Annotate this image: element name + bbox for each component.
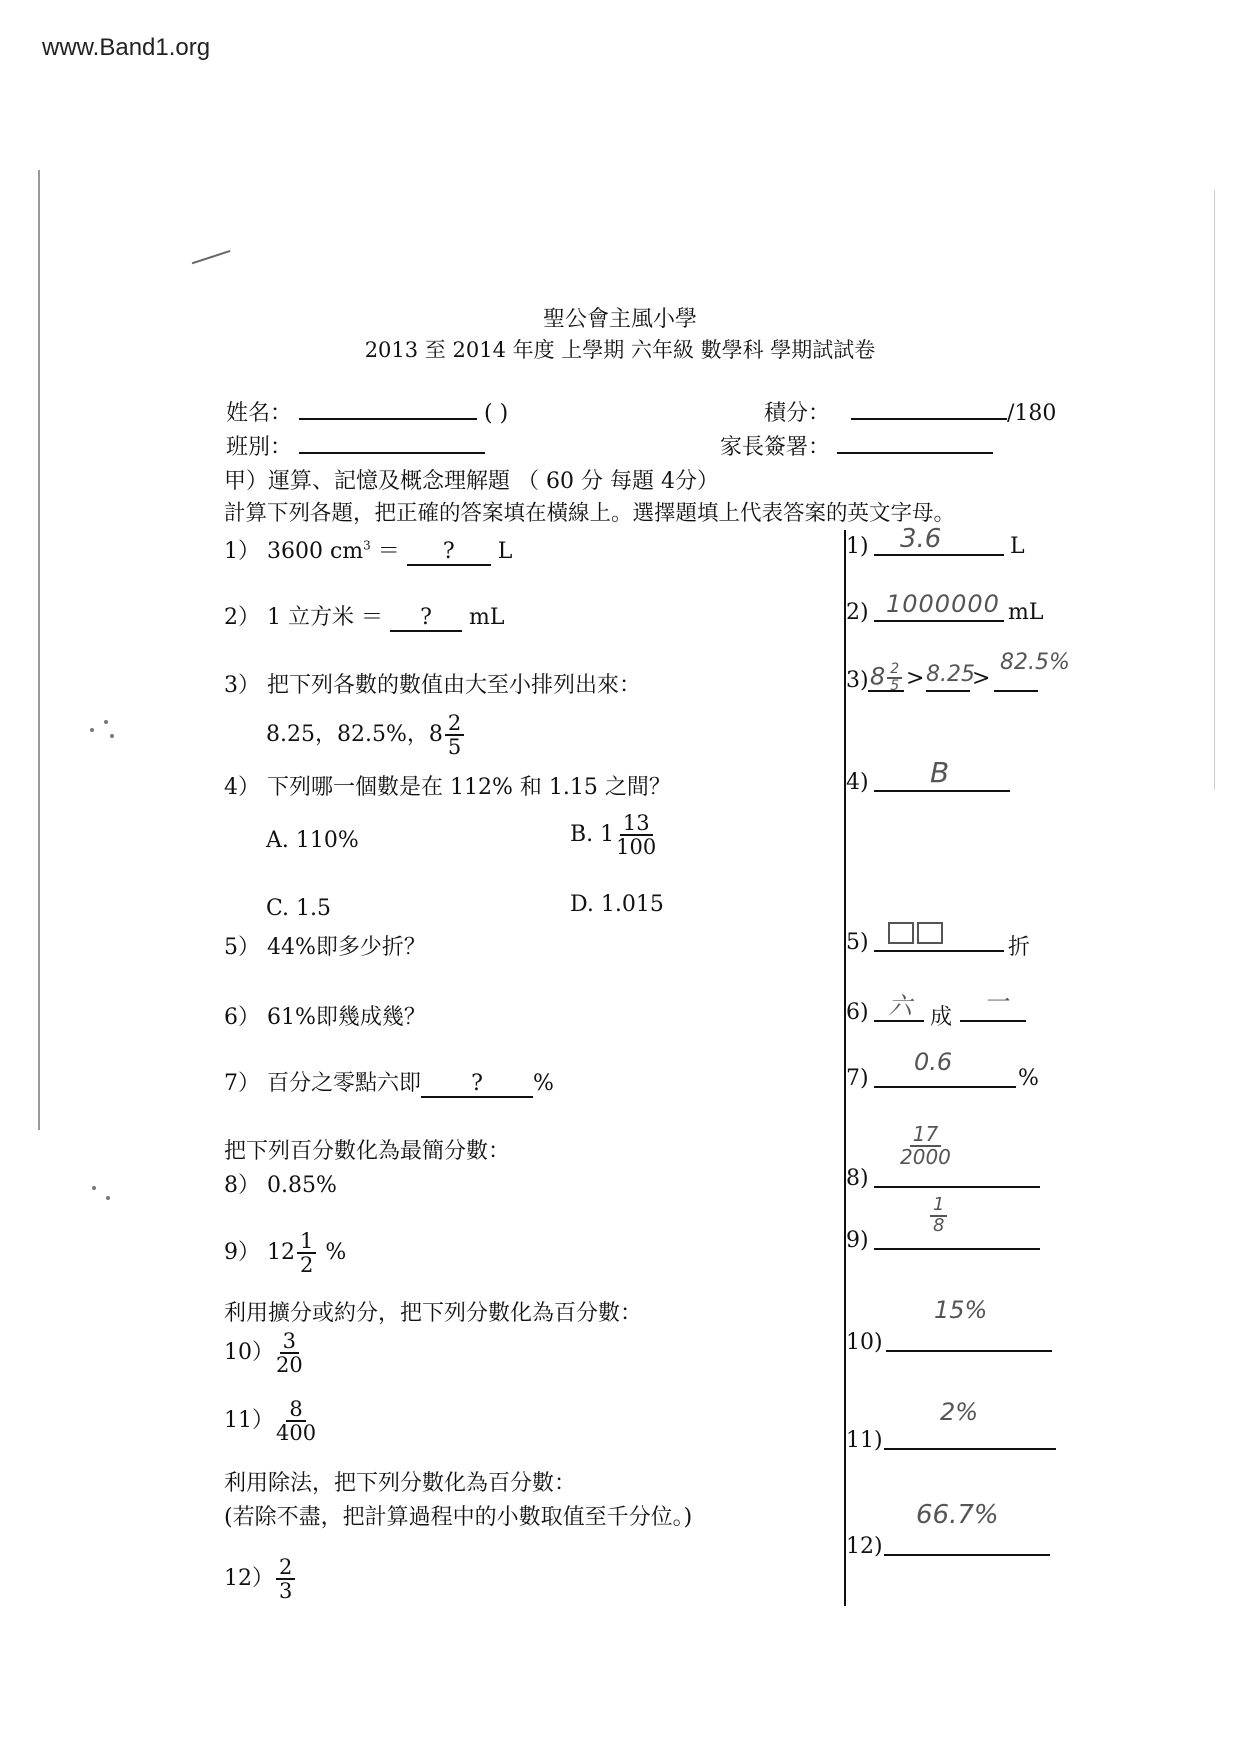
name-label: 姓名： bbox=[226, 401, 293, 426]
question-9: 9） 12 $\frac{1}{2}$ % bbox=[224, 1229, 347, 1278]
subsection-division-note: (若除不盡，把計算過程中的小數取值至千分位。) bbox=[224, 1505, 693, 1530]
score-blank[interactable] bbox=[851, 398, 1007, 420]
answer-9-line[interactable] bbox=[874, 1248, 1040, 1250]
parent-signature-field bbox=[720, 430, 993, 461]
answer-2-label: 2) bbox=[846, 600, 869, 625]
question-8: 8） 0.85% bbox=[224, 1173, 337, 1198]
subsection-expand-reduce: 利用擴分或約分，把下列分數化為百分數： bbox=[224, 1301, 643, 1326]
answer-9-label: 9) bbox=[846, 1228, 869, 1253]
option-d: D. 1.015 bbox=[570, 892, 664, 917]
fraction: $\frac{13}{100}$ bbox=[616, 811, 657, 860]
question-10: 10） $\frac{3}{20}$ bbox=[224, 1329, 303, 1378]
q1-blank: ? bbox=[407, 539, 491, 566]
answer-11-line[interactable] bbox=[884, 1448, 1056, 1450]
answer-11-handwriting: 2% bbox=[940, 1398, 979, 1426]
answer-8-line[interactable] bbox=[874, 1186, 1040, 1188]
section-heading: 甲）運算、記憶及概念理解題 （ 60 分 每題 4分） bbox=[224, 469, 719, 494]
answer-10-line[interactable] bbox=[886, 1350, 1052, 1352]
answer-3-line-1[interactable] bbox=[868, 690, 904, 692]
answer-3-third: 82.5% bbox=[1000, 650, 1070, 675]
question-4: 4） 下列哪一個數是在 112% 和 1.15 之間？ bbox=[224, 775, 671, 800]
answer-7-label: 7) bbox=[846, 1066, 869, 1091]
scan-mark bbox=[192, 250, 233, 270]
answer-1-handwriting: 3.6 bbox=[900, 524, 942, 554]
answer-4-line[interactable] bbox=[874, 790, 1010, 792]
answer-7-handwriting: 0.6 bbox=[914, 1048, 953, 1076]
answer-2-handwriting: 1000000 bbox=[886, 590, 1000, 618]
answer-5-handwriting bbox=[888, 922, 946, 944]
parent-label: 家長簽署： bbox=[720, 435, 831, 460]
right-scan-edge bbox=[1214, 190, 1215, 790]
question-6: 6） 61%即幾成幾？ bbox=[224, 1005, 426, 1030]
scan-dot bbox=[92, 1186, 96, 1190]
question-11: 11） $\frac{8}{400}$ bbox=[224, 1397, 317, 1446]
question-7: 7） 百分之零點六即 ? % bbox=[224, 1071, 554, 1096]
question-5: 5） 44%即多少折？ bbox=[224, 935, 426, 960]
answer-9-handwriting: $\frac{1}{8}$ bbox=[928, 1196, 949, 1236]
question-3: 3） 把下列各數的數值由大至小排列出來： bbox=[224, 673, 641, 698]
fraction: $\frac{2}{5}$ bbox=[445, 712, 464, 758]
question-12: 12） $\frac{2}{3}$ bbox=[224, 1556, 297, 1602]
answer-12-label: 12) bbox=[846, 1534, 883, 1559]
answer-4-label: 4) bbox=[846, 770, 869, 795]
site-url[interactable]: www.Band1.org bbox=[42, 34, 211, 61]
answer-6-handwriting-2: 一 bbox=[984, 988, 1008, 1016]
answer-6-mid: 成 bbox=[930, 1005, 953, 1030]
answer-3-line-3[interactable] bbox=[994, 690, 1038, 692]
name-blank[interactable] bbox=[299, 398, 477, 420]
exam-title: 2013 至 2014 年度 上學期 六年級 數學科 學期試試卷 bbox=[364, 338, 876, 362]
answer-5-line[interactable] bbox=[874, 950, 1004, 952]
score-label: 積分： bbox=[764, 401, 831, 426]
fraction: $\frac{3}{20}$ bbox=[276, 1329, 303, 1378]
question-3-list: 8.25，82.5%，8 $\frac{2}{5}$ bbox=[266, 712, 466, 758]
fraction: $\frac{1}{2}$ bbox=[297, 1230, 316, 1276]
answer-1-label: 1) bbox=[846, 534, 869, 559]
answer-3-gt-2: > bbox=[972, 666, 991, 691]
answer-12-line[interactable] bbox=[884, 1554, 1050, 1556]
answer-5-unit: 折 bbox=[1008, 935, 1031, 960]
subsection-simplest-fraction: 把下列百分數化為最簡分數： bbox=[224, 1139, 511, 1164]
scan-dot bbox=[110, 734, 114, 738]
scan-dot bbox=[104, 720, 108, 724]
answer-12-handwriting: 66.7% bbox=[916, 1500, 999, 1530]
answer-3-second: 8.25 bbox=[926, 662, 975, 687]
answer-1-unit: L bbox=[1010, 534, 1025, 559]
option-b: B. 1 $\frac{13}{100}$ bbox=[570, 811, 657, 860]
parent-blank[interactable] bbox=[837, 432, 993, 454]
fraction: $\frac{8}{400}$ bbox=[276, 1397, 317, 1446]
answer-1-line[interactable] bbox=[874, 554, 1004, 556]
section-instruction: 計算下列各題，把正確的答案填在橫線上。選擇題填上代表答案的英文字母。 bbox=[224, 501, 956, 526]
subsection-division: 利用除法，把下列分數化為百分數： bbox=[224, 1471, 577, 1496]
option-a: A. 110% bbox=[266, 828, 359, 853]
answer-6-line-1[interactable] bbox=[874, 1020, 924, 1022]
fraction: $\frac{2}{3}$ bbox=[276, 1556, 295, 1602]
class-field bbox=[226, 430, 485, 461]
question-1: 1） 3600 $cm^3$ ＝ ? L bbox=[224, 538, 513, 564]
option-c: C. 1.5 bbox=[266, 896, 332, 921]
answer-3-gt-1: > bbox=[906, 666, 925, 691]
answer-4-handwriting: B bbox=[930, 756, 950, 789]
q7-blank: ? bbox=[421, 1071, 533, 1098]
answer-10-handwriting: 15% bbox=[934, 1296, 988, 1324]
answer-6-handwriting-1: 六 bbox=[888, 992, 912, 1020]
answer-3-first: 8 $\frac{2}{5}$ bbox=[870, 662, 904, 693]
answer-8-handwriting: $\frac{17}{2000}$ bbox=[900, 1122, 951, 1169]
answer-2-unit: mL bbox=[1008, 600, 1044, 625]
class-label: 班別： bbox=[226, 435, 293, 460]
answer-2-line[interactable] bbox=[874, 620, 1004, 622]
class-blank[interactable] bbox=[299, 432, 485, 454]
answer-11-label: 11) bbox=[846, 1428, 883, 1453]
answer-3-line-2[interactable] bbox=[926, 690, 970, 692]
school-name: 聖公會主風小學 bbox=[542, 307, 697, 332]
answer-7-line[interactable] bbox=[874, 1086, 1016, 1088]
answer-6-line-2[interactable] bbox=[960, 1020, 1026, 1022]
answer-10-label: 10) bbox=[846, 1330, 883, 1355]
name-field bbox=[226, 396, 508, 427]
answer-3-label: 3) bbox=[846, 668, 869, 693]
answer-5-label: 5) bbox=[846, 930, 869, 955]
class-number-paren: ( ) bbox=[484, 401, 509, 426]
answer-7-unit: % bbox=[1018, 1066, 1039, 1091]
question-2: 2） 1 立方米 ＝ ? mL bbox=[224, 605, 505, 630]
scan-dot bbox=[90, 728, 94, 732]
answer-8-label: 8) bbox=[846, 1166, 869, 1191]
score-field bbox=[764, 396, 1056, 427]
q2-blank: ? bbox=[390, 605, 462, 632]
scan-dot bbox=[106, 1196, 110, 1200]
answer-6-label: 6) bbox=[846, 1000, 869, 1025]
score-total: /180 bbox=[1007, 401, 1057, 426]
